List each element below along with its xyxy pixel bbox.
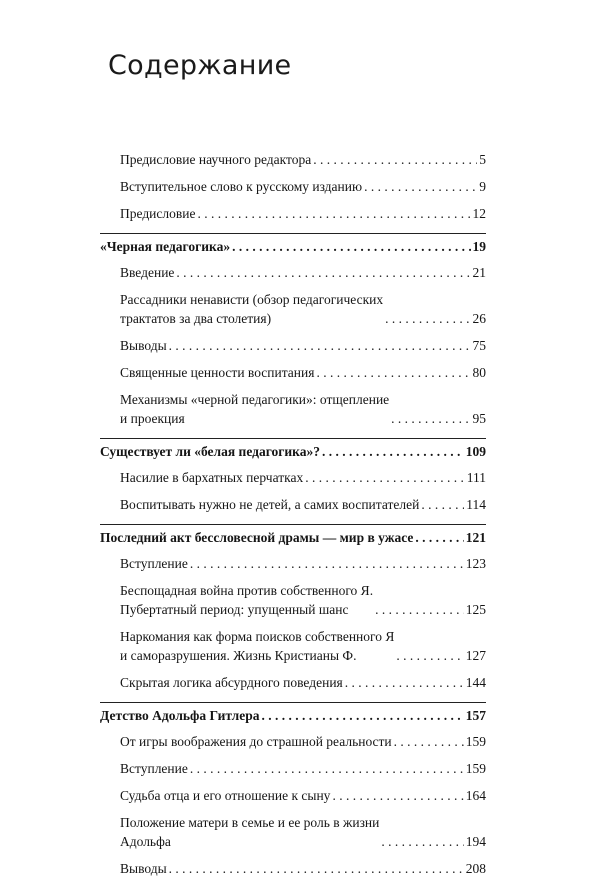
dot-leader xyxy=(381,832,463,851)
entry-title-line: Введение xyxy=(120,265,175,280)
entry-title-line: От игры воображения до страшной реальности xyxy=(120,734,392,749)
section-divider xyxy=(100,233,486,234)
entry-title-line: Судьба отца и его отношение к сыну xyxy=(120,788,331,803)
page-number: 164 xyxy=(465,788,486,803)
entry-title xyxy=(100,237,230,256)
entry-title-line: Рассадники ненависти (обзор педагогических xyxy=(120,292,384,307)
entry-title xyxy=(120,813,379,851)
page-number: 121 xyxy=(465,530,486,545)
entry-title xyxy=(120,495,419,514)
toc-chapter-entry xyxy=(100,442,486,461)
toc-section-entry xyxy=(100,627,486,665)
entry-title xyxy=(120,859,167,878)
entry-title xyxy=(120,204,195,223)
entry-title-line: Воспитывать нужно не детей, а самих воспитателей xyxy=(120,497,420,512)
toc-section-entry xyxy=(100,204,486,223)
dot-leader xyxy=(415,528,463,547)
entry-title-line: Детство Адольфа Гитлера xyxy=(100,708,260,723)
page-number: 19 xyxy=(472,239,486,254)
toc-section-entry xyxy=(100,363,486,382)
page-number: 194 xyxy=(465,834,486,849)
section-divider xyxy=(100,524,486,525)
dot-leader xyxy=(345,673,464,692)
toc-section-entry xyxy=(100,495,486,514)
dot-leader xyxy=(176,263,470,282)
table-of-contents xyxy=(100,150,486,886)
entry-title-line: Скрытая логика абсурдного поведения xyxy=(120,675,343,690)
entry-title-line: Адольфа xyxy=(120,834,171,849)
dot-leader xyxy=(169,859,464,878)
entry-title-line: и саморазрушения. Жизнь Кристианы Ф. xyxy=(120,648,357,663)
entry-title-line: Предисловие научного редактора xyxy=(120,152,312,167)
entry-divider xyxy=(100,699,486,700)
entry-title-line: Последний акт бессловесной драмы — мир в ужасе xyxy=(100,530,414,545)
dot-leader xyxy=(391,409,470,428)
toc-section-entry xyxy=(100,150,486,169)
toc-section-entry xyxy=(100,786,486,805)
entry-title xyxy=(120,759,188,778)
toc-section-entry xyxy=(100,336,486,355)
entry-title xyxy=(120,581,373,619)
dot-leader xyxy=(385,309,470,328)
entry-title xyxy=(120,263,174,282)
entry-title xyxy=(120,150,311,169)
entry-title xyxy=(120,336,167,355)
entry-title-line: Вступление xyxy=(120,761,188,776)
page-number: 123 xyxy=(465,556,486,571)
page-number: 127 xyxy=(465,648,486,663)
page-number: 111 xyxy=(466,470,486,485)
dot-leader xyxy=(190,554,464,573)
page-number: 95 xyxy=(472,411,486,426)
toc-section-entry xyxy=(100,581,486,619)
entry-title xyxy=(100,528,413,547)
entry-title-line: и проекция xyxy=(120,411,185,426)
entry-title-line: Выводы xyxy=(120,861,167,876)
page-number: 75 xyxy=(472,338,486,353)
entry-title-line: Вступление xyxy=(120,556,188,571)
dot-leader xyxy=(262,706,464,725)
toc-section-entry xyxy=(100,177,486,196)
entry-title xyxy=(120,468,303,487)
page-number: 144 xyxy=(465,675,486,690)
dot-leader xyxy=(232,237,470,256)
section-divider xyxy=(100,702,486,703)
toc-chapter-entry xyxy=(100,528,486,547)
page-number: 12 xyxy=(472,206,486,221)
entry-title-line: Механизмы «черной педагогики»: отщепление xyxy=(120,392,390,407)
entry-title-line: Существует ли «белая педагогика»? xyxy=(100,444,320,459)
page-number: 109 xyxy=(465,444,486,459)
entry-title xyxy=(120,732,392,751)
page-number: 26 xyxy=(472,311,486,326)
dot-leader xyxy=(421,495,464,514)
toc-section-entry xyxy=(100,813,486,851)
section-divider xyxy=(100,438,486,439)
entry-title xyxy=(120,627,394,665)
dot-leader xyxy=(190,759,464,778)
toc-section-entry xyxy=(100,759,486,778)
dot-leader xyxy=(364,177,477,196)
dot-leader xyxy=(197,204,470,223)
entry-title xyxy=(120,390,389,428)
entry-title-line: трактатов за два столетия) xyxy=(120,311,272,326)
dot-leader xyxy=(332,786,463,805)
entry-title xyxy=(120,673,343,692)
entry-title-line: Вступительное слово к русскому изданию xyxy=(120,179,363,194)
toc-chapter-entry xyxy=(100,237,486,256)
dot-leader xyxy=(313,150,477,169)
toc-section-entry xyxy=(100,468,486,487)
entry-title xyxy=(120,363,314,382)
dot-leader xyxy=(305,468,465,487)
entry-title xyxy=(100,706,260,725)
dot-leader xyxy=(316,363,470,382)
entry-divider xyxy=(100,521,486,522)
toc-chapter-entry xyxy=(100,706,486,725)
entry-title-line: Пубертатный период: упущенный шанс xyxy=(120,602,349,617)
page-number: 159 xyxy=(465,734,486,749)
toc-section-entry xyxy=(100,673,486,692)
toc-section-entry xyxy=(100,732,486,751)
entry-title-line: Священные ценности воспитания xyxy=(120,365,315,380)
toc-section-entry xyxy=(100,290,486,328)
page-number: 125 xyxy=(465,602,486,617)
page-number: 157 xyxy=(465,708,486,723)
entry-divider xyxy=(100,435,486,436)
dot-leader xyxy=(322,442,464,461)
entry-divider xyxy=(100,230,486,231)
entry-title-line: Насилие в бархатных перчатках xyxy=(120,470,304,485)
entry-title xyxy=(120,554,188,573)
toc-section-entry xyxy=(100,554,486,573)
entry-title-line: Беспощадная война против собственного Я. xyxy=(120,583,374,598)
entry-title-line: Выводы xyxy=(120,338,167,353)
toc-section-entry xyxy=(100,390,486,428)
page-title: Содержание xyxy=(108,50,292,81)
dot-leader xyxy=(169,336,471,355)
entry-title-line: Наркомания как форма поисков собственного Я xyxy=(120,629,395,644)
page-number: 114 xyxy=(466,497,486,512)
entry-title xyxy=(120,786,330,805)
toc-section-entry xyxy=(100,859,486,878)
entry-title xyxy=(100,442,320,461)
page-number: 208 xyxy=(465,861,486,876)
page-number: 80 xyxy=(472,365,486,380)
entry-title-line: Положение матери в семье и ее роль в жизни xyxy=(120,815,380,830)
toc-section-entry xyxy=(100,263,486,282)
page-number: 159 xyxy=(465,761,486,776)
entry-title-line: Предисловие xyxy=(120,206,196,221)
dot-leader xyxy=(396,646,463,665)
entry-title-line: «Черная педагогика» xyxy=(100,239,231,254)
page-number: 9 xyxy=(479,179,486,194)
dot-leader xyxy=(394,732,464,751)
page-number: 5 xyxy=(479,152,486,167)
dot-leader xyxy=(375,600,464,619)
entry-title xyxy=(120,290,383,328)
entry-title xyxy=(120,177,362,196)
page-number: 21 xyxy=(472,265,486,280)
